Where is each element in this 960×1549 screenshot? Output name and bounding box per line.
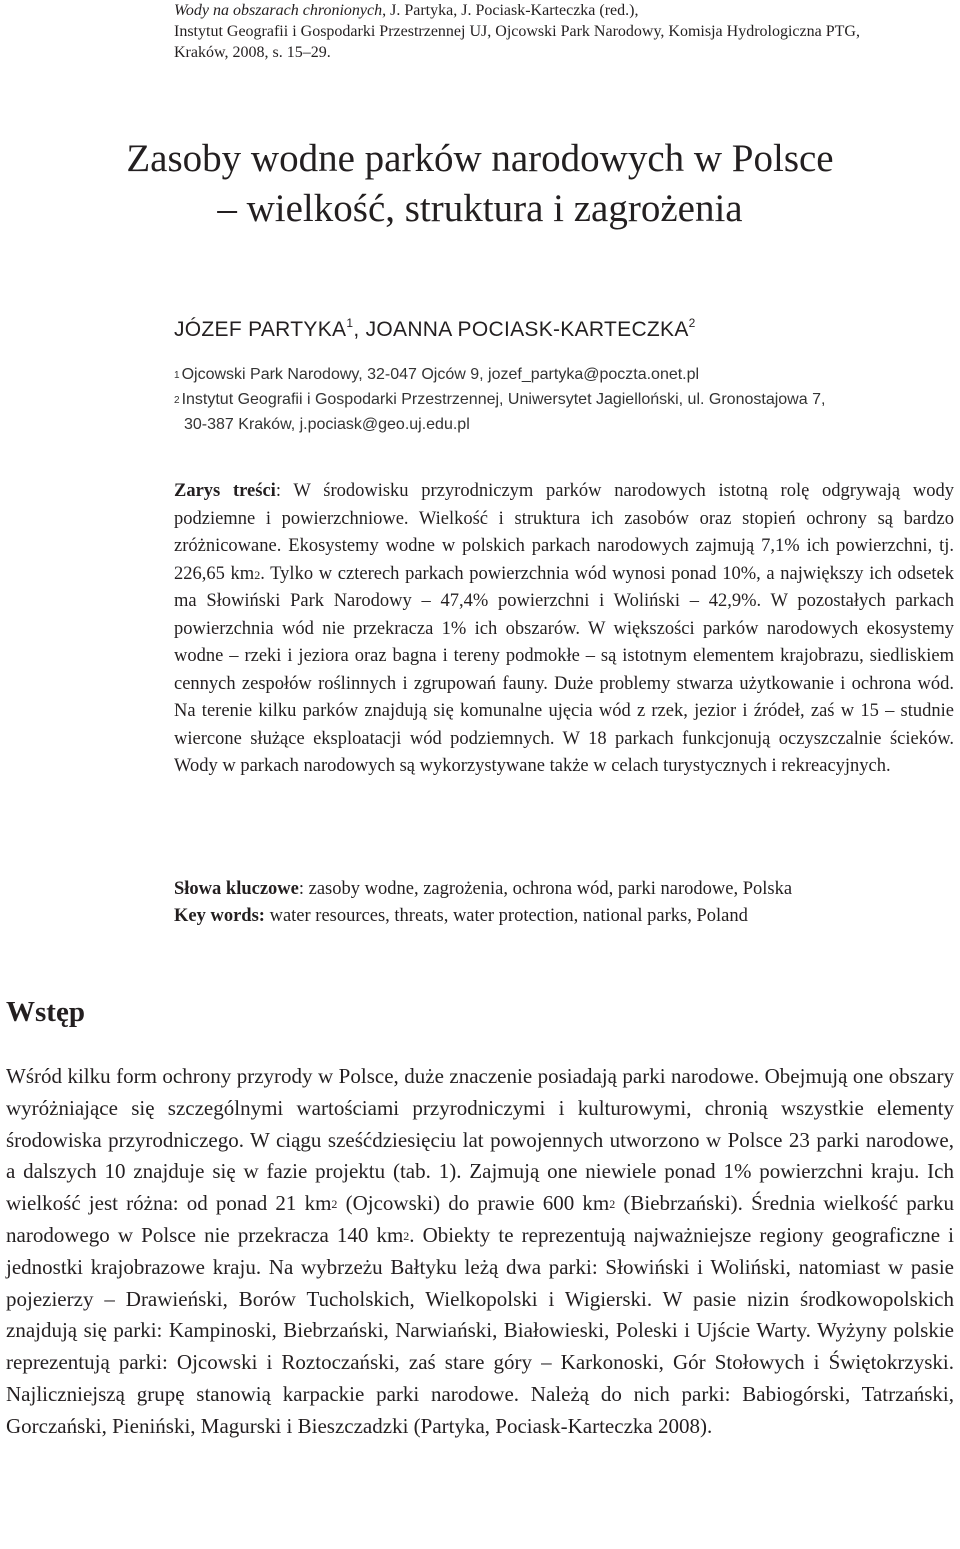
body-paragraph — [6, 1061, 954, 1443]
section-heading: Wstęp — [6, 996, 85, 1028]
keywords-pl-label: Słowa kluczowe — [174, 879, 299, 899]
author-separator: , — [353, 318, 366, 341]
keywords-pl — [174, 876, 954, 903]
abstract-sup: 2 — [254, 567, 261, 582]
author-1-sup: 1 — [346, 316, 354, 330]
author-1: JÓZEF PARTYKA — [174, 318, 347, 341]
affiliation-1-text: Ojcowski Park Narodowy, 32-047 Ojców 9, jozef_partyka@poczta.onet.pl — [181, 366, 700, 383]
affiliation-1 — [174, 362, 954, 387]
abstract — [174, 478, 954, 781]
article-title — [0, 134, 960, 234]
author-2-sup: 2 — [688, 316, 696, 330]
keywords-en-label: Key words: — [174, 906, 265, 926]
affiliation-2 — [174, 387, 954, 412]
keywords-en — [174, 903, 954, 930]
citation-editors: , J. Partyka, J. Pociask-Karteczka (red.), — [382, 2, 639, 19]
body-text-4: . Obiekty te reprezentują najważniejsze regiony geograficzne i jednostki krajobrazowe kraju. Na wybrzeżu Bałtyku leżą dwa parki: Słowiński i Woliński, natomiast w pasie pojezierzy – Drawieński, Borów Tucholskich, Wielkopolski i Wigierski. W pasie nizin środkowopolskich znajdują się parki: Kampinoski, Biebrzański, Narwiański, Białowieski, Poleski i Ujście Warty. Wyżyny polskie reprezentują parki: Ojcowski i Roztoczański, zaś stare góry – Karkonoski, Gór Stołowych i Świętokrzyski. Najliczniejszą grupę stanowią karpackie parki narodowe. Należą do nich parki: Babiogórski, Tatrzański, Gorczański, Pieniński, Magurski i Bieszczadzki (Partyka, Pociask-Karteczka 2008). — [6, 1222, 954, 1438]
body-sup-1: 2 — [331, 1197, 338, 1212]
citation-line-3: Kraków, 2008, s. 15–29. — [174, 44, 331, 61]
body-sup-2: 2 — [609, 1197, 616, 1212]
abstract-label: Zarys treści — [174, 481, 276, 501]
affiliation-2-continued: 30-387 Kraków, j.pociask@geo.uj.edu.pl — [184, 416, 470, 433]
keywords-en-text: water resources, threats, water protection, national parks, Poland — [264, 906, 748, 926]
book-title: Wody na obszarach chronionych — [174, 2, 383, 19]
body-text-3: (Biebrzański). Średnia wielkość parku narodowego w Polsce nie przekracza 140 km — [6, 1191, 955, 1247]
abstract-text-2: . Tylko w czterech parkach powierzchnia wód wynosi ponad 10%, a największy ich odsetek ma Słowiński Park Narodowy – 47,4% powierzchni i Woliński – 42,9%. W pozostałych parkach powierzchnia wód nie przekracza 1% ich obszarów. W większości parków narodowych ekosystemy wodne – rzeki i jeziora oraz bagna i tereny podmokłe – są istotnym elementem krajobrazu, siedliskiem cennych zespołów roślinnych i zgrupowań fauny. Duże problemy stwarza użytkowanie i ochrona wód. Na terenie kilku parków znajdują się komunalne ujęcia wód z rzek, jezior i źródeł, zaś w 15 – studnie wiercone służące eksploatacji wód podziemnych. W 18 parkach funkcjonują oczyszczalnie ścieków. Wody w parkach narodowych są wykorzystywane także w celach turystycznych i rekreacyjnych. — [174, 563, 955, 776]
author-2: JOANNA POCIASK-KARTECZKA — [365, 318, 689, 341]
body-text-1: Wśród kilku form ochrony przyrody w Polsce, duże znaczenie posiadają parki narodowe. Obejmują one obszary wyróżniające się szczególnymi wartościami przyrodniczymi i kulturowymi, chronią wszystkie elementy środowiska przyrodniczego. W ciągu sześćdziesięciu lat powojennych utworzono w Polsce 23 parki narodowe, a dalszych 10 znajduje się w fazie projektu (tab. 1). Zajmują one niewiele ponad 1% powierzchni kraju. Ich wielkość jest różna: od ponad 21 km — [6, 1064, 954, 1216]
citation-line-1 — [174, 0, 954, 21]
article-title-line-1: Zasoby wodne parków narodowych w Polsce — [126, 137, 834, 180]
authors — [174, 318, 696, 342]
affiliation-1-number: 1 — [174, 370, 180, 381]
citation-line-2: Instytut Geografii i Gospodarki Przestrzennej UJ, Ojcowski Park Narodowy, Komisja Hydrologiczna PTG, — [174, 23, 860, 40]
keywords-block — [174, 876, 954, 930]
affiliation-2-text: Instytut Geografii i Gospodarki Przestrzennej, Uniwersytet Jagielloński, ul. Gronostajowa 7, — [181, 391, 826, 408]
body-sup-3: 2 — [403, 1228, 410, 1243]
article-title-line-2: – wielkość, struktura i zagrożenia — [217, 187, 743, 230]
body-text-2: (Ojcowski) do prawie 600 km — [337, 1191, 610, 1216]
citation-header — [174, 0, 954, 63]
abstract-text-1: : W środowisku przyrodniczym parków narodowych istotną rolę odgrywają wody podziemne i powierzchniowe. Wielkość i struktura ich zasobów oraz stopień ochrony są bardzo zróżnicowane. Ekosystemy wodne w polskich parkach narodowych zajmują 7,1% ich powierzchni, tj. 226,65 km — [174, 481, 954, 584]
affiliations — [174, 362, 954, 437]
affiliation-2-number: 2 — [174, 395, 180, 406]
keywords-pl-text: : zasoby wodne, zagrożenia, ochrona wód, parki narodowe, Polska — [298, 879, 793, 899]
